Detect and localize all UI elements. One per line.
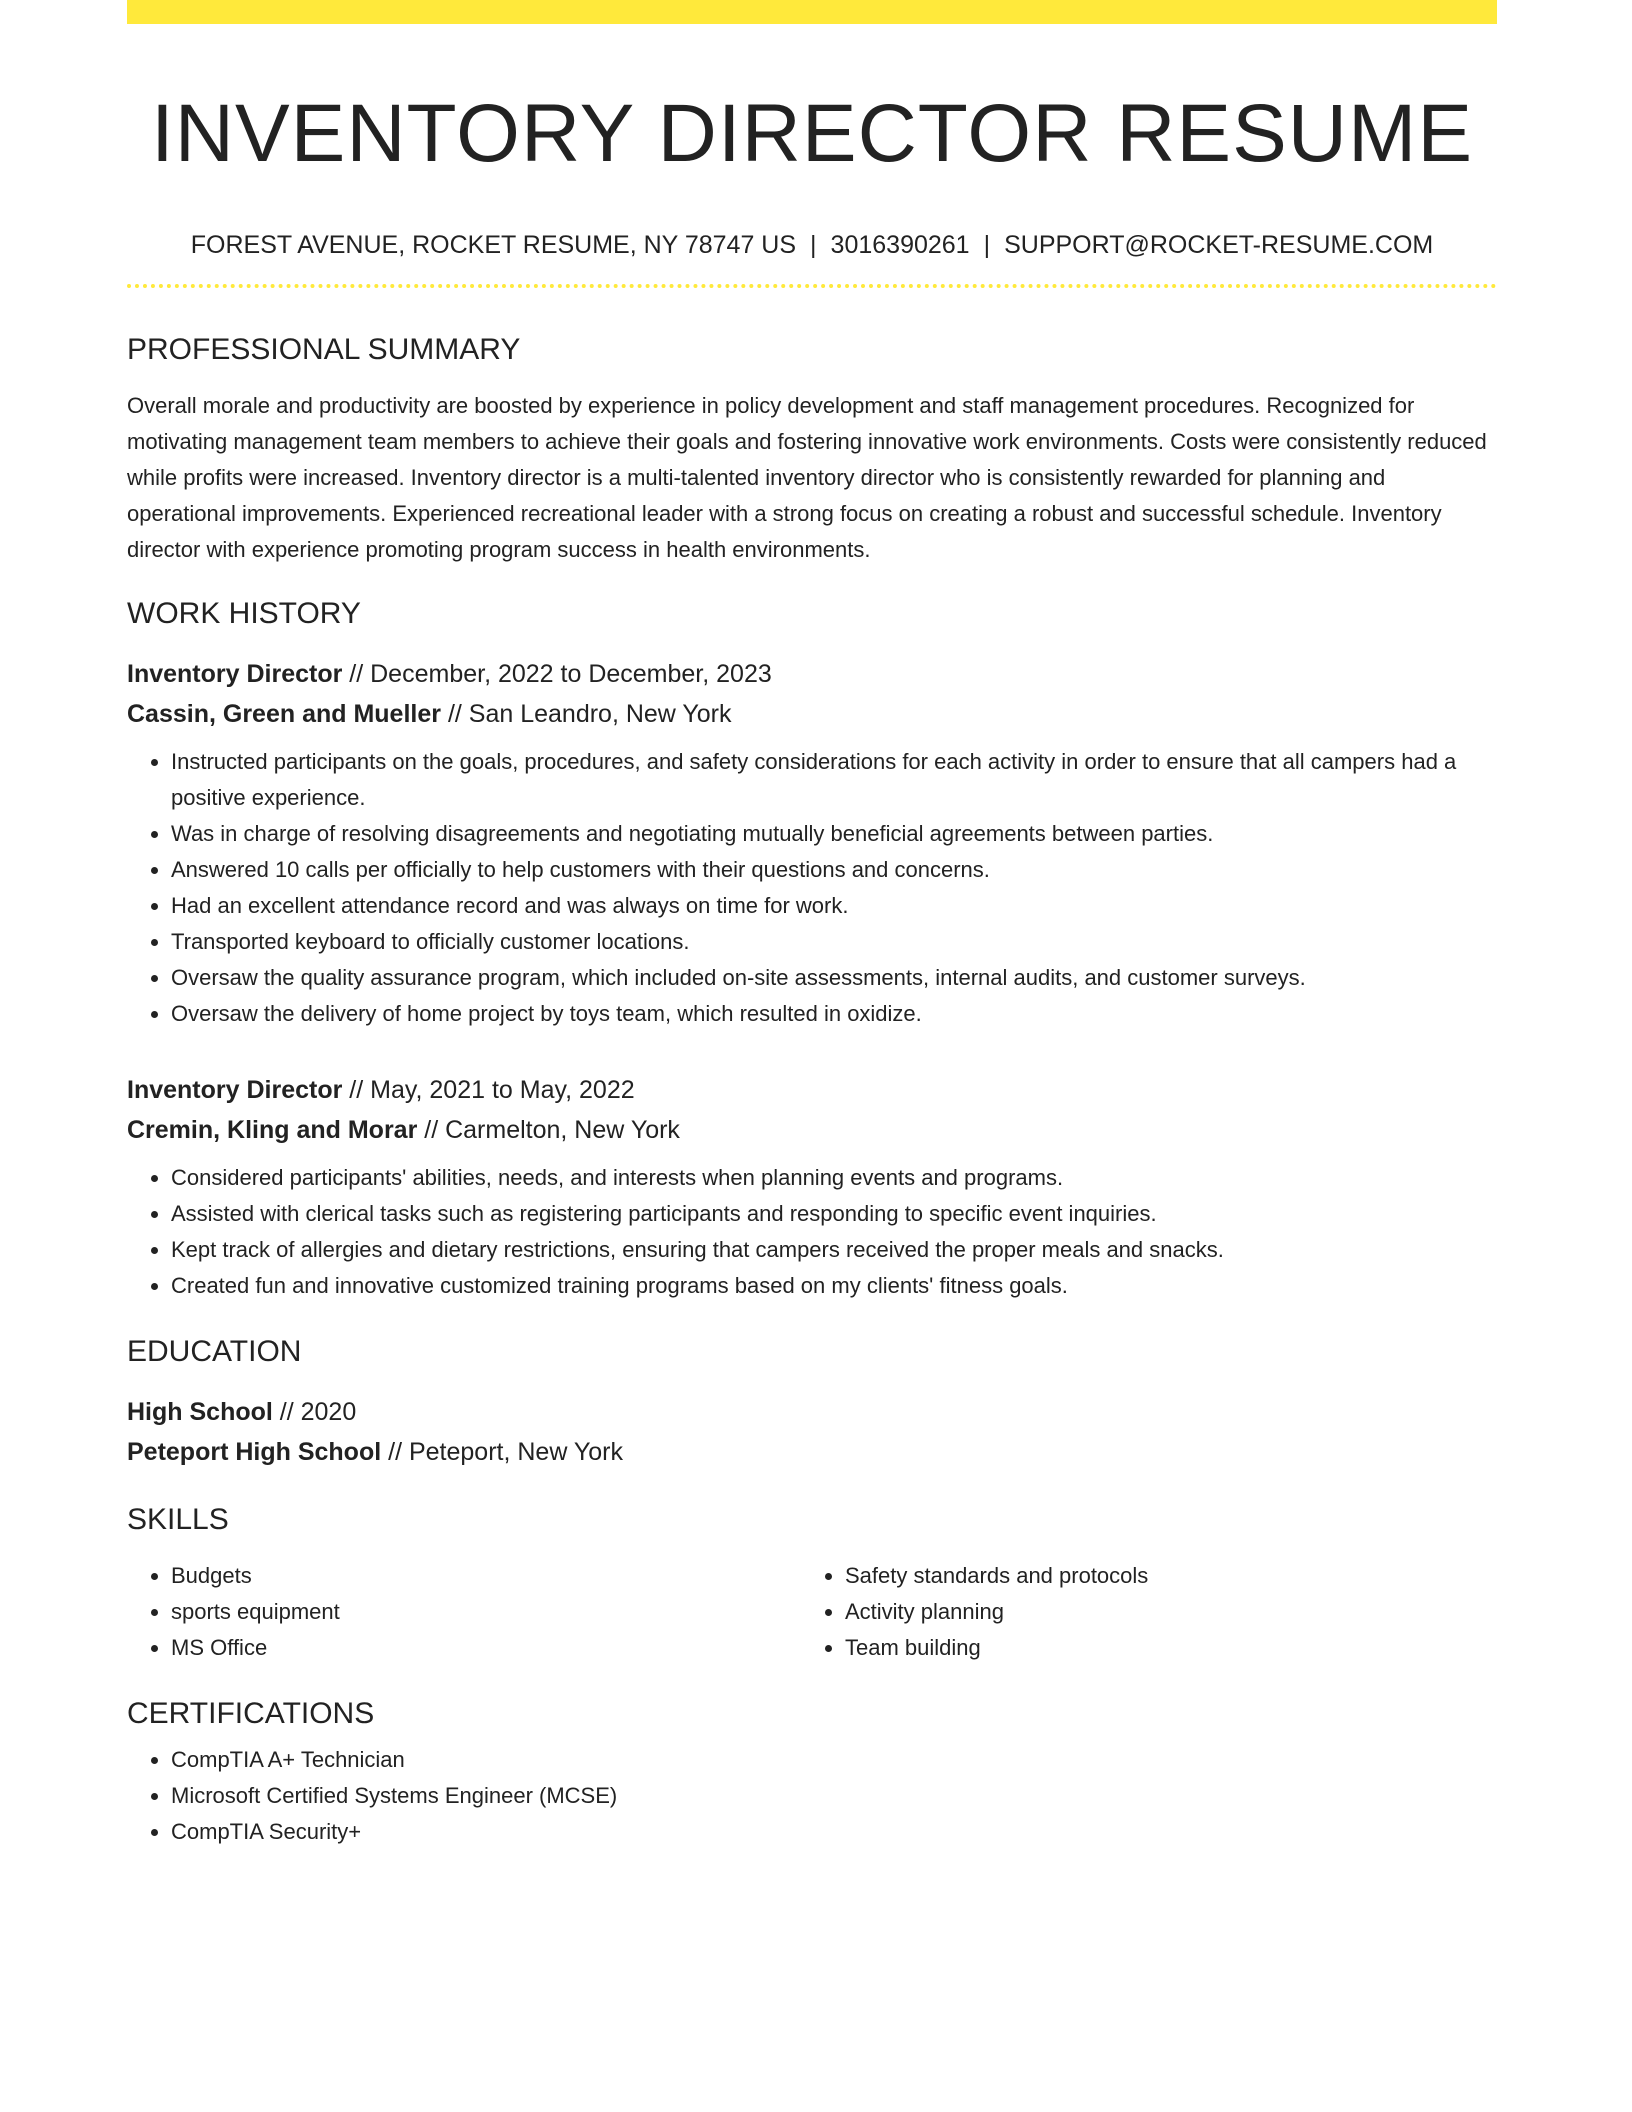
job-duty: • Kept track of allergies and dietary restrictions, ensuring that campers received the proper meals and snacks.	[171, 1232, 1497, 1268]
skills-heading: SKILLS	[127, 1503, 229, 1536]
job-duty: • Was in charge of resolving disagreements and negotiating mutually beneficial agreements between parties.	[171, 816, 1497, 852]
job-duty: • Oversaw the quality assurance program, which included on-site assessments, internal audits, and customer surveys.	[171, 960, 1497, 996]
contact-phone: 3016390261	[830, 231, 970, 259]
job-duty: • Answered 10 calls per officially to help customers with their questions and concerns.	[171, 852, 1497, 888]
job-role: Inventory Director	[127, 1076, 343, 1104]
header-divider	[127, 284, 1497, 288]
job-duty: • Considered participants' abilities, needs, and interests when planning events and programs.	[171, 1160, 1497, 1196]
job-duty: • Had an excellent attendance record and was always on time for work.	[171, 888, 1497, 924]
certification-item: • Microsoft Certified Systems Engineer (MCSE)	[171, 1778, 1497, 1814]
job-duty: • Created fun and innovative customized training programs based on my clients' fitness goals.	[171, 1268, 1497, 1304]
education-heading: EDUCATION	[127, 1335, 302, 1368]
contact-email: SUPPORT@ROCKET-RESUME.COM	[1004, 231, 1434, 259]
certification-item: • CompTIA A+ Technician	[171, 1742, 1497, 1778]
contact-separator: |	[983, 231, 991, 259]
job-location: // San Leandro, New York	[441, 700, 732, 728]
resume-page	[127, 0, 1497, 1850]
certifications-list	[127, 1742, 1497, 1850]
summary-text: Overall morale and productivity are boosted by experience in policy development and staff management procedures. Recognized for motivating management team members to achieve their goals and fostering innovative work environments. Costs were consistently reduced while profits were increased. Inventory director is a multi-talented inventory director who is consistently rewarded for planning and operational improvements. Experienced recreational leader with a strong focus on creating a robust and successful schedule. Inventory director with experience promoting program success in health environments.	[127, 393, 1487, 562]
summary-heading: PROFESSIONAL SUMMARY	[127, 333, 521, 366]
education-school: Peteport High School	[127, 1438, 382, 1466]
skill-item: • Team building	[845, 1630, 1475, 1666]
job-company-line	[127, 1110, 1497, 1150]
job-company: Cremin, Kling and Morar	[127, 1116, 418, 1144]
job-duty: • Transported keyboard to officially customer locations.	[171, 924, 1497, 960]
top-accent-bar	[127, 0, 1497, 24]
job-dates: // December, 2022 to December, 2023	[342, 660, 772, 688]
job-company: Cassin, Green and Mueller	[127, 700, 441, 728]
job-role-line	[127, 1070, 1497, 1110]
education-degree-line	[127, 1392, 1497, 1432]
skill-item: • MS Office	[171, 1630, 801, 1666]
education-year: // 2020	[272, 1398, 357, 1426]
education-entry	[127, 1392, 1497, 1472]
contact-line	[127, 230, 1497, 260]
skills-list-right	[801, 1558, 1475, 1666]
job-duty: • Oversaw the delivery of home project by toys team, which resulted in oxidize.	[171, 996, 1497, 1032]
job-location: // Carmelton, New York	[417, 1116, 680, 1144]
job-entry	[127, 1070, 1497, 1304]
skill-item: • sports equipment	[171, 1594, 801, 1630]
skill-item: • Activity planning	[845, 1594, 1475, 1630]
contact-address: FOREST AVENUE, ROCKET RESUME, NY 78747 US	[190, 231, 797, 259]
job-dates: // May, 2021 to May, 2022	[342, 1076, 635, 1104]
skill-item: • Budgets	[171, 1558, 801, 1594]
contact-separator: |	[810, 231, 817, 259]
resume-title: INVENTORY DIRECTOR RESUME	[150, 88, 1474, 179]
job-duty: • Instructed participants on the goals, procedures, and safety considerations for each activity in order to ensure that all campers had a positive experience.	[171, 744, 1497, 816]
work-history-heading: WORK HISTORY	[127, 597, 361, 630]
certifications-heading: CERTIFICATIONS	[127, 1697, 375, 1730]
job-role-line	[127, 654, 1497, 694]
education-degree: High School	[127, 1398, 273, 1426]
job-entry	[127, 654, 1497, 1032]
job-company-line	[127, 694, 1497, 734]
job-role: Inventory Director	[127, 660, 343, 688]
skills-grid	[127, 1558, 1497, 1666]
skills-list-left	[127, 1558, 801, 1666]
education-school-line	[127, 1432, 1497, 1472]
job-duties-list	[127, 744, 1497, 1032]
job-duties-list	[127, 1160, 1497, 1304]
skill-item: • Safety standards and protocols	[845, 1558, 1475, 1594]
certification-item: • CompTIA Security+	[171, 1814, 1497, 1850]
education-location: // Peteport, New York	[381, 1438, 623, 1466]
job-duty: • Assisted with clerical tasks such as registering participants and responding to specific event inquiries.	[171, 1196, 1497, 1232]
